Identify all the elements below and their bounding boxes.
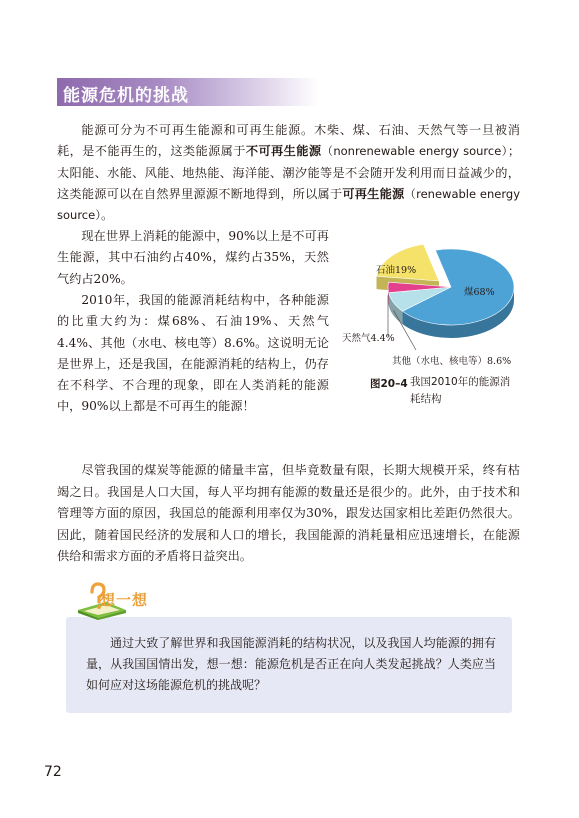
p1-text-1: 能源可分为不可再生能源和可再生能源。木柴、煤、石油、天然气等一旦被消耗，是不能再生的，这类能源属于 [57,123,520,159]
page-number: 72 [44,764,62,780]
section-title: 能源危机的挑战 [63,86,189,106]
slice-label-oil: 石油19% [376,265,417,276]
paragraph-world-consumption: 现在世界上消耗的能源中，90%以上是不可再生能源，其中石油约占40%，煤约占35%，天然气约占20%。 [57,229,329,286]
p1-text-3: 。 [100,208,114,223]
paragraph-reserves: 尽管我国的煤炭等能源的储量丰富，但毕竟数量有限，长期大规模开采，终有枯竭之日。我国是人口大国，每人平均拥有能源的数量还是很少的。此外，由于技术和管理等方面的原因，我国总的能源利用率仅为30%，跟发达国家相比差距仍然很大。因此，随着国民经济的发展和人口的增长，我国能源的消耗量相应迅速增长，在能源供给和需求方面的矛盾将日益突出。 [57,463,520,563]
think-text: 通过大致了解世界和我国能源消耗的结构状况，以及我国人均能源的拥有量，从我国国情出发，想一想：能源危机是否正在向人类发起挑战？人类应当如何应对这场能源危机的挑战呢？ [86,636,496,692]
think-title: 想一想 [100,591,149,609]
slice-label-other: 其他（水电、核电等）8.6% [392,356,512,367]
term-renewable-en: （renewable energy source） [57,186,521,223]
energy-pie-chart [336,232,526,372]
term-renewable: 可再生能源 [342,186,405,201]
figure-number: 图20–4 [370,378,408,390]
paragraph-china-consumption: 2010年，我国的能源消耗结构中，各种能源的比重大约为：煤68%、石油19%、天然气4.4%、其他（水电、核电等）8.6%。这说明无论是世界上，还是我国，在能源消耗的结构上，仍存在不科学、不合理的现象，即在人类消耗的能源中，90%以上都是不可再生的能源！ [57,293,329,414]
section-title-bar [57,78,319,106]
slice-label-coal: 煤68% [464,287,495,298]
term-nonrenewable-en: （nonrenewable energy source） [321,144,508,159]
slice-label-gas: 天然气4.4% [342,333,395,344]
pie-svg [336,232,526,372]
p1-text-2: ；太阳能、水能、风能、地热能、海洋能、潮汐能等是不会随开发利用而日益减少的，这类能源可以在自然界里源源不断地得到，所以属于 [57,144,521,201]
term-nonrenewable: 不可再生能源 [245,144,322,159]
paragraph-energy-types [57,120,520,226]
figure-caption: 我国2010年的能源消耗结构 [410,376,511,405]
